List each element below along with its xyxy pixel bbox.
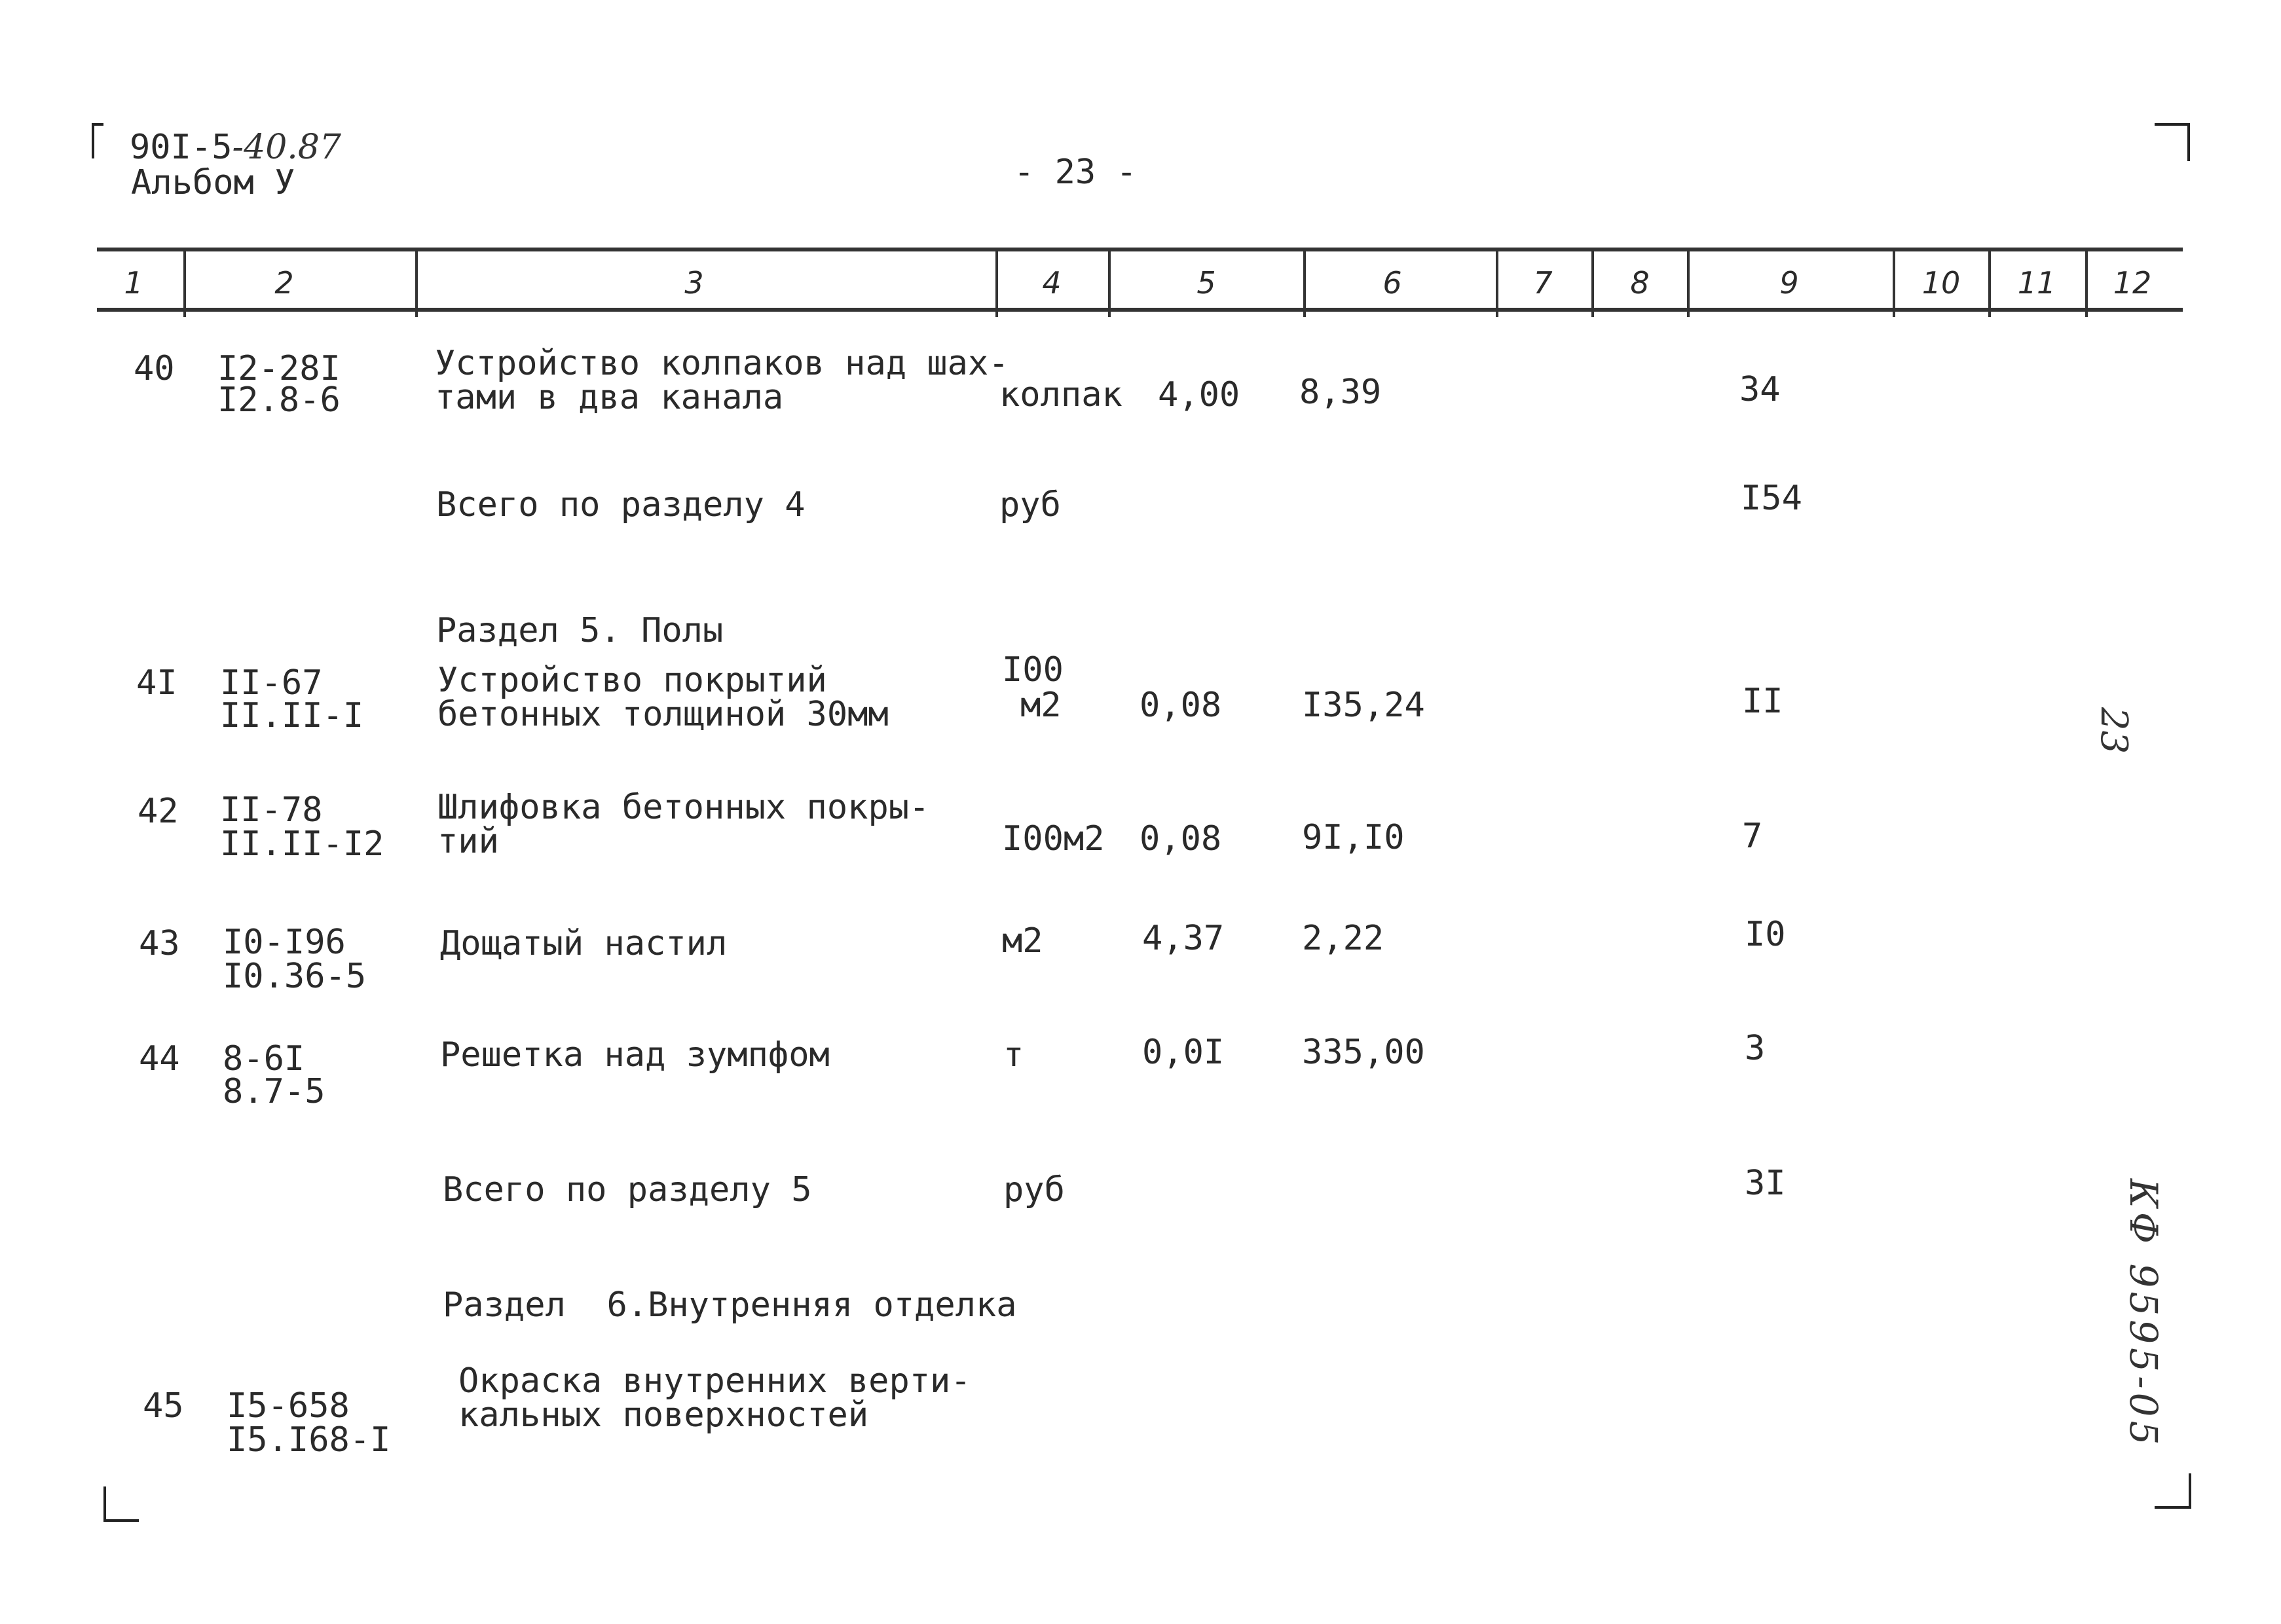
column-number: 7 — [1533, 265, 1553, 301]
unit: колпак — [999, 375, 1122, 415]
unit-price: 8,39 — [1299, 373, 1382, 412]
document-code-handwritten: -40.87 — [232, 128, 341, 167]
rate-code: I2-28I — [217, 349, 341, 388]
total-cost: 3I — [1745, 1164, 1786, 1203]
corner-mark-bottom-left — [103, 1486, 139, 1522]
column-divider — [1108, 251, 1111, 317]
unit-price: 335,00 — [1302, 1033, 1425, 1072]
total-cost: 3 — [1745, 1029, 1766, 1068]
column-divider — [995, 251, 998, 317]
table-header-top-border — [97, 248, 2183, 251]
row-number: 4I — [136, 663, 177, 703]
column-divider — [1303, 251, 1306, 317]
row-number: 43 — [139, 924, 180, 963]
table-header-bottom-border — [97, 308, 2183, 312]
column-number: 4 — [1042, 265, 1062, 301]
quantity: 0,0I — [1142, 1033, 1225, 1072]
rate-code: II-78 — [220, 790, 323, 830]
column-number: 9 — [1779, 265, 1799, 301]
section-heading: Раздел 5. Полы — [436, 611, 724, 650]
corner-mark-top-right — [2155, 123, 2190, 161]
quantity: 4,37 — [1142, 919, 1225, 958]
unit: руб — [1003, 1170, 1065, 1209]
total-cost: I54 — [1741, 479, 1802, 518]
column-number: 8 — [1630, 265, 1650, 301]
handwritten-page-number: 23 — [2092, 707, 2135, 754]
document-code-printed: 90I-5 — [130, 128, 232, 167]
column-divider — [2085, 251, 2088, 317]
row-number: 42 — [138, 792, 179, 831]
column-number: 11 — [2017, 265, 2056, 301]
unit: руб — [999, 485, 1061, 525]
column-number: 3 — [684, 265, 704, 301]
rate-code: 8-6I — [223, 1039, 305, 1079]
section-total-label: Всего по разделу 5 — [443, 1170, 812, 1209]
quantity: 0,08 — [1140, 686, 1222, 725]
quantity: 0,08 — [1140, 819, 1222, 858]
column-divider — [183, 251, 186, 317]
unit: I00 — [1002, 650, 1064, 690]
total-cost: 34 — [1739, 370, 1781, 409]
work-description: Устройство покрытий — [437, 661, 827, 700]
unit-price: 9I,I0 — [1302, 818, 1405, 857]
work-description: Окраска внутренних верти- — [458, 1361, 971, 1401]
total-cost: I0 — [1745, 915, 1786, 954]
column-number: 12 — [2113, 265, 2152, 301]
page-number: - 23 - — [1014, 153, 1137, 192]
column-divider — [415, 251, 418, 317]
rate-code-sub: I0.36-5 — [223, 957, 367, 996]
work-description: Решетка над зумпфом — [440, 1035, 830, 1075]
column-number: 1 — [124, 265, 143, 301]
work-description-cont: тий — [437, 822, 499, 861]
work-description: Шлифовка бетонных покры- — [437, 788, 930, 827]
unit-price: I35,24 — [1302, 686, 1425, 725]
rate-code-sub: II.II-I2 — [220, 824, 384, 864]
column-divider — [1496, 251, 1498, 317]
work-description: Дощатый настил — [440, 924, 728, 963]
row-number: 40 — [134, 349, 175, 388]
work-description-cont: бетонных толщиной 30мм — [437, 695, 889, 734]
corner-mark-top-left — [92, 123, 103, 158]
unit: м2 — [1002, 921, 1043, 961]
work-description-cont: кальных поверхностей — [458, 1395, 869, 1435]
rate-code-sub: 8.7-5 — [223, 1072, 325, 1111]
unit: т — [1003, 1035, 1024, 1075]
rate-code: II-67 — [220, 663, 323, 703]
rate-code-sub: I2.8-6 — [217, 380, 341, 420]
quantity: 4,00 — [1158, 375, 1240, 415]
rate-code-sub: I5.I68-I — [227, 1420, 391, 1460]
unit-sub: м2 — [1020, 686, 1062, 725]
column-number: 10 — [1921, 265, 1961, 301]
total-cost: 7 — [1742, 817, 1763, 856]
column-number: 5 — [1196, 265, 1216, 301]
work-description-cont: тами в два канала — [435, 378, 784, 417]
column-divider — [1893, 251, 1895, 317]
row-number: 45 — [143, 1386, 184, 1426]
rate-code: I5-658 — [227, 1386, 350, 1426]
document-code — [130, 130, 341, 165]
album-label: Альбом У — [131, 163, 295, 202]
column-divider — [1687, 251, 1690, 317]
column-number: 2 — [274, 265, 294, 301]
corner-mark-bottom-right — [2155, 1473, 2191, 1509]
work-description: Устройство колпаков над шах- — [435, 344, 1009, 383]
unit: I00м2 — [1002, 819, 1105, 858]
handwritten-stamp-code: КФ 9595-05 — [2121, 1179, 2166, 1449]
rate-code-sub: II.II-I — [220, 696, 364, 735]
unit-price: 2,22 — [1302, 919, 1384, 958]
section-total-label: Всего по разделу 4 — [436, 485, 806, 525]
total-cost: II — [1742, 682, 1783, 721]
column-divider — [1988, 251, 1991, 317]
row-number: 44 — [139, 1039, 180, 1079]
column-divider — [1591, 251, 1594, 317]
section-heading: Раздел 6.Внутренняя отделка — [443, 1285, 1017, 1325]
rate-code: I0-I96 — [223, 923, 346, 962]
column-number: 6 — [1382, 265, 1402, 301]
